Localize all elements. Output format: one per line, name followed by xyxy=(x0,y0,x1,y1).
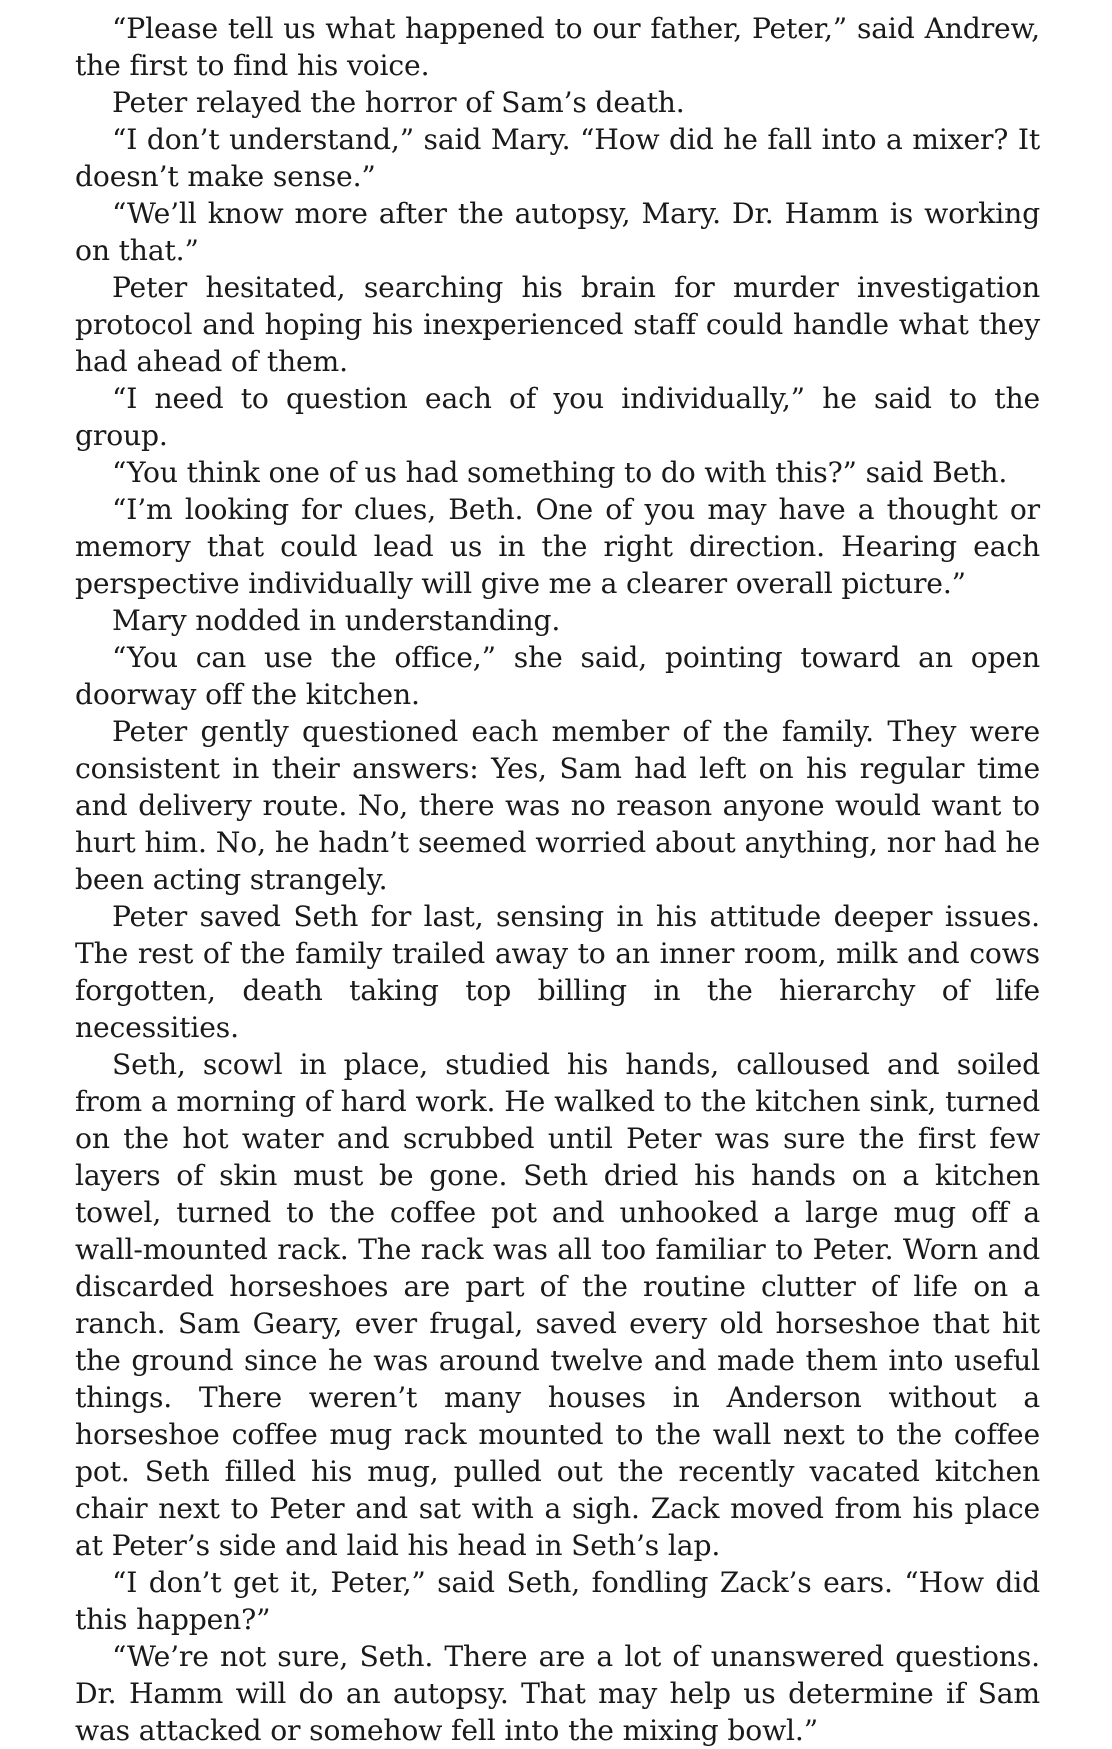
paragraph: “I don’t get it, Peter,” said Seth, fondling Zack’s ears. “How did this happen?” xyxy=(75,1566,1040,1636)
paragraph: Peter saved Seth for last, sensing in his attitude deeper issues. The rest of the family trailed away to an inner room, milk and cows forgotten, death taking top billing in the hierarchy of life necessities. xyxy=(75,900,1040,1044)
paragraph: “I need to question each of you individually,” he said to the group. xyxy=(75,382,1040,452)
paragraph: Seth, scowl in place, studied his hands, calloused and soiled from a morning of hard work. He walked to the kitchen sink, turned on the hot water and scrubbed until Peter was sure the first few layers of skin must be gone. Seth dried his hands on a kitchen towel, turned to the coffee pot and unhooked a large mug off a wall-mounted rack. The rack was all too familiar to Peter. Worn and discarded horseshoes are part of the routine clutter of life on a ranch. Sam Geary, ever frugal, saved every old horseshoe that hit the ground since he was around twelve and made them into useful things. There weren’t many houses in Anderson without a horseshoe coffee mug rack mounted to the wall next to the coffee pot. Seth filled his mug, pulled out the recently vacated kitchen chair next to Peter and sat with a sigh. Zack moved from his place at Peter’s side and laid his head in Seth’s lap. xyxy=(75,1048,1040,1562)
paragraph: “You think one of us had something to do with this?” said Beth. xyxy=(112,456,1008,489)
paragraph: “I don’t understand,” said Mary. “How did he fall into a mixer? It doesn’t make sense.” xyxy=(75,123,1040,193)
book-page xyxy=(75,10,1040,1749)
paragraph: “Please tell us what happened to our father, Peter,” said Andrew, the first to find his voice. xyxy=(75,12,1040,82)
paragraph: Peter gently questioned each member of the family. They were consistent in their answers: Yes, Sam had left on his regular time and delivery route. No, there was no reason anyone would want to hurt him. No, he hadn’t seemed worried about anything, nor had he been acting strangely. xyxy=(75,715,1040,896)
paragraph: “We’ll know more after the autopsy, Mary. Dr. Hamm is working on that.” xyxy=(75,197,1040,267)
paragraph: Mary nodded in understanding. xyxy=(112,604,561,637)
paragraph: “You can use the office,” she said, pointing toward an open doorway off the kitchen. xyxy=(75,641,1040,711)
paragraph: Peter relayed the horror of Sam’s death. xyxy=(112,86,685,119)
paragraph: “I’m looking for clues, Beth. One of you may have a thought or memory that could lead us in the right direction. Hearing each perspective individually will give me a clearer overall picture.” xyxy=(75,493,1040,600)
paragraph: “We’re not sure, Seth. There are a lot of unanswered questions. Dr. Hamm will do an autopsy. That may help us determine if Sam was attacked or somehow fell into the mixing bowl.” xyxy=(75,1640,1040,1747)
paragraph: Peter hesitated, searching his brain for murder investigation protocol and hoping his inexperienced staff could handle what they had ahead of them. xyxy=(75,271,1040,378)
